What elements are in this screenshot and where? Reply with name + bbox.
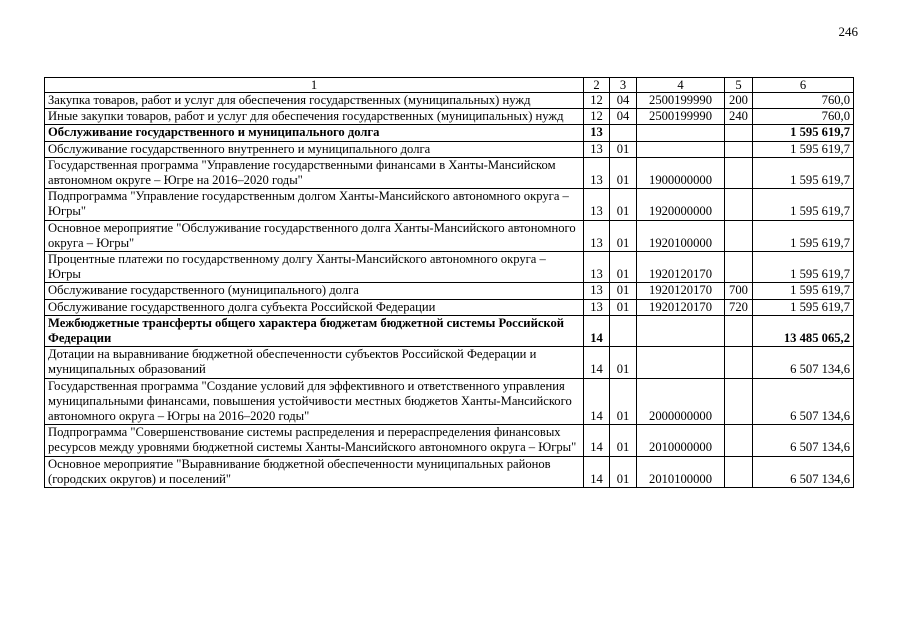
table-row xyxy=(45,93,854,109)
amount-cell: 1 595 619,7 xyxy=(753,189,854,220)
target-article-cell: 2000000000 xyxy=(637,378,725,425)
amount-cell: 6 507 134,6 xyxy=(753,347,854,378)
subsection-code-cell: 01 xyxy=(610,299,637,315)
section-code-cell: 14 xyxy=(584,315,610,346)
subsection-code-cell: 01 xyxy=(610,425,637,456)
row-name-cell: Обслуживание государственного долга субъекта Российской Федерации xyxy=(45,299,584,315)
table-row xyxy=(45,347,854,378)
expense-type-cell: 720 xyxy=(725,299,753,315)
expense-type-cell xyxy=(725,157,753,188)
row-name-cell: Межбюджетные трансферты общего характера бюджетам бюджетной системы Российской Федерации xyxy=(45,315,584,346)
section-code-cell: 13 xyxy=(584,189,610,220)
expense-type-cell xyxy=(725,315,753,346)
row-name-cell: Процентные платежи по государственному долгу Ханты-Мансийского автономного округа – Югры xyxy=(45,252,584,283)
table-row xyxy=(45,220,854,251)
expense-type-cell: 700 xyxy=(725,283,753,299)
column-header: 6 xyxy=(753,78,854,93)
section-code-cell: 14 xyxy=(584,456,610,487)
target-article-cell xyxy=(637,315,725,346)
header-row xyxy=(45,78,854,93)
section-code-cell: 13 xyxy=(584,125,610,141)
section-code-cell: 14 xyxy=(584,378,610,425)
expense-type-cell: 240 xyxy=(725,109,753,125)
table-row xyxy=(45,378,854,425)
subsection-code-cell: 01 xyxy=(610,141,637,157)
expense-type-cell xyxy=(725,220,753,251)
row-name-cell: Закупка товаров, работ и услуг для обеспечения государственных (муниципальных) нужд xyxy=(45,93,584,109)
amount-cell: 6 507 134,6 xyxy=(753,425,854,456)
amount-cell: 1 595 619,7 xyxy=(753,125,854,141)
table-row xyxy=(45,456,854,487)
amount-cell: 1 595 619,7 xyxy=(753,220,854,251)
row-name-cell: Обслуживание государственного внутреннего и муниципального долга xyxy=(45,141,584,157)
expense-type-cell xyxy=(725,347,753,378)
table-row xyxy=(45,315,854,346)
target-article-cell xyxy=(637,125,725,141)
amount-cell: 760,0 xyxy=(753,109,854,125)
table-row xyxy=(45,157,854,188)
subsection-code-cell: 01 xyxy=(610,347,637,378)
subsection-code-cell: 01 xyxy=(610,157,637,188)
column-header: 5 xyxy=(725,78,753,93)
row-name-cell: Дотации на выравнивание бюджетной обеспеченности субъектов Российской Федерации и муниципальных образований xyxy=(45,347,584,378)
subsection-code-cell: 01 xyxy=(610,378,637,425)
amount-cell: 1 595 619,7 xyxy=(753,252,854,283)
section-code-cell: 13 xyxy=(584,252,610,283)
table-body xyxy=(45,93,854,488)
target-article-cell: 2500199990 xyxy=(637,93,725,109)
subsection-code-cell xyxy=(610,125,637,141)
expense-type-cell: 200 xyxy=(725,93,753,109)
expense-type-cell xyxy=(725,378,753,425)
table-row xyxy=(45,189,854,220)
target-article-cell xyxy=(637,141,725,157)
section-code-cell: 13 xyxy=(584,220,610,251)
target-article-cell: 1920120170 xyxy=(637,252,725,283)
row-name-cell: Основное мероприятие "Обслуживание государственного долга Ханты-Мансийского автономного округа – Югры" xyxy=(45,220,584,251)
expense-type-cell xyxy=(725,252,753,283)
subsection-code-cell: 04 xyxy=(610,109,637,125)
amount-cell: 6 507 134,6 xyxy=(753,456,854,487)
section-code-cell: 14 xyxy=(584,347,610,378)
row-name-cell: Подпрограмма "Совершенствование системы распределения и перераспределения финансовых ресурсов между уровнями бюджетной системы Ханты-Мансийского автономного округа – Югры" xyxy=(45,425,584,456)
section-code-cell: 13 xyxy=(584,141,610,157)
table-row xyxy=(45,109,854,125)
expense-type-cell xyxy=(725,425,753,456)
row-name-cell: Обслуживание государственного (муниципального) долга xyxy=(45,283,584,299)
subsection-code-cell: 01 xyxy=(610,456,637,487)
column-header: 1 xyxy=(45,78,584,93)
section-code-cell: 12 xyxy=(584,93,610,109)
target-article-cell: 2500199990 xyxy=(637,109,725,125)
page-number: 246 xyxy=(838,24,858,39)
table-row xyxy=(45,299,854,315)
table-row xyxy=(45,252,854,283)
table-header xyxy=(45,78,854,93)
target-article-cell: 1900000000 xyxy=(637,157,725,188)
column-header: 4 xyxy=(637,78,725,93)
expense-type-cell xyxy=(725,141,753,157)
column-header: 2 xyxy=(584,78,610,93)
amount-cell: 13 485 065,2 xyxy=(753,315,854,346)
subsection-code-cell: 01 xyxy=(610,189,637,220)
subsection-code-cell xyxy=(610,315,637,346)
target-article-cell: 2010100000 xyxy=(637,456,725,487)
amount-cell: 1 595 619,7 xyxy=(753,157,854,188)
table-row xyxy=(45,425,854,456)
target-article-cell: 1920100000 xyxy=(637,220,725,251)
amount-cell: 1 595 619,7 xyxy=(753,299,854,315)
table-row xyxy=(45,141,854,157)
expense-type-cell xyxy=(725,189,753,220)
row-name-cell: Обслуживание государственного и муниципального долга xyxy=(45,125,584,141)
amount-cell: 1 595 619,7 xyxy=(753,283,854,299)
row-name-cell: Основное мероприятие "Выравнивание бюджетной обеспеченности муниципальных районов (городских округов) и поселений" xyxy=(45,456,584,487)
target-article-cell: 1920120170 xyxy=(637,299,725,315)
table-row xyxy=(45,125,854,141)
expense-type-cell xyxy=(725,125,753,141)
subsection-code-cell: 01 xyxy=(610,220,637,251)
section-code-cell: 13 xyxy=(584,283,610,299)
section-code-cell: 14 xyxy=(584,425,610,456)
target-article-cell: 1920000000 xyxy=(637,189,725,220)
target-article-cell: 1920120170 xyxy=(637,283,725,299)
subsection-code-cell: 01 xyxy=(610,283,637,299)
row-name-cell: Государственная программа "Создание условий для эффективного и ответственного управления муниципальными финансами, повышения устойчивости местных бюджетов Ханты-Мансийского автономного округа – Югры на 2016–2020 годы" xyxy=(45,378,584,425)
row-name-cell: Иные закупки товаров, работ и услуг для обеспечения государственных (муниципальных) нужд xyxy=(45,109,584,125)
table-row xyxy=(45,283,854,299)
amount-cell: 760,0 xyxy=(753,93,854,109)
section-code-cell: 13 xyxy=(584,299,610,315)
target-article-cell: 2010000000 xyxy=(637,425,725,456)
section-code-cell: 12 xyxy=(584,109,610,125)
section-code-cell: 13 xyxy=(584,157,610,188)
amount-cell: 6 507 134,6 xyxy=(753,378,854,425)
budget-table xyxy=(44,77,854,488)
expense-type-cell xyxy=(725,456,753,487)
column-header: 3 xyxy=(610,78,637,93)
row-name-cell: Подпрограмма "Управление государственным долгом Ханты-Мансийского автономного округа – Югры" xyxy=(45,189,584,220)
row-name-cell: Государственная программа "Управление государственными финансами в Ханты-Мансийском автономном округе – Югре на 2016–2020 годы" xyxy=(45,157,584,188)
amount-cell: 1 595 619,7 xyxy=(753,141,854,157)
target-article-cell xyxy=(637,347,725,378)
subsection-code-cell: 04 xyxy=(610,93,637,109)
subsection-code-cell: 01 xyxy=(610,252,637,283)
